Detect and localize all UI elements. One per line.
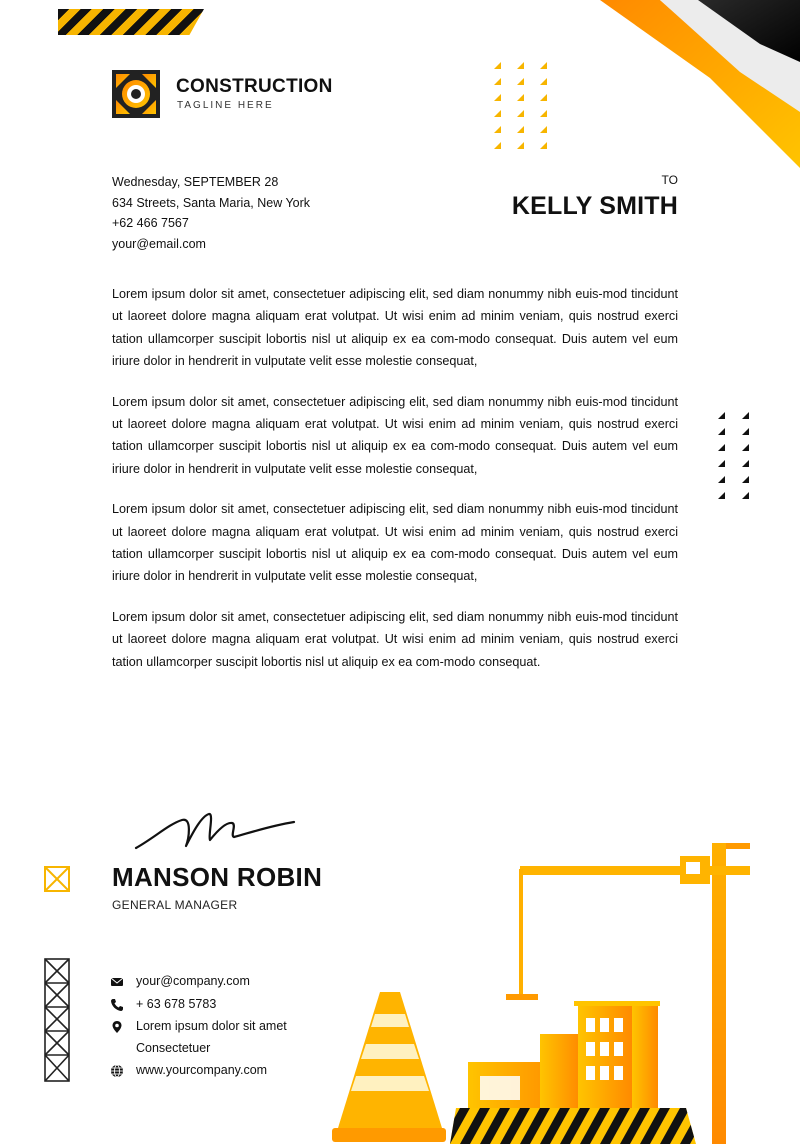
triangle-mark xyxy=(718,460,725,467)
triangle-mark xyxy=(494,94,501,101)
crossed-box-icon xyxy=(44,866,70,892)
triangle-mark xyxy=(517,62,524,69)
signatory-name: MANSON ROBIN xyxy=(112,862,323,892)
triangle-mark xyxy=(494,78,501,85)
triangle-mark xyxy=(540,62,547,69)
triangle-mark xyxy=(494,110,501,117)
brand-name: CONSTRUCTION xyxy=(176,76,333,97)
letter-body xyxy=(112,283,678,691)
body-paragraph: Lorem ipsum dolor sit amet, consectetuer adipiscing elit, sed diam nonummy nibh euis-mod tincidunt ut laoreet dolore magna aliquam erat volutpat. Ut wisi enim ad minim veniam, quis nostrud exerci tation ullamcorper suscipit lobortis nisl ut aliquip ex ea com-modo consequat. Duis autem vel eum iriure dolor in hendrerit in vulputate velit esse molestie consequat, xyxy=(112,394,678,476)
triangle-pattern-decoration xyxy=(492,60,552,150)
triangle-mark xyxy=(494,126,501,133)
handwritten-signature xyxy=(134,808,299,853)
triangle-mark xyxy=(517,142,524,149)
triangle-mark xyxy=(742,428,749,435)
hazard-barrier xyxy=(440,1108,730,1144)
triangle-mark xyxy=(718,492,725,499)
body-paragraph: Lorem ipsum dolor sit amet, consectetuer adipiscing elit, sed diam nonummy nibh euis-mod tincidunt ut laoreet dolore magna aliquam erat volutpat. Ut wisi enim ad minim veniam, quis nostrud exerci tation ullamcorper suscipit lobortis nisl ut aliquip ex ea com-modo consequat. Duis autem vel eum iriure dolor in hendrerit in vulputate velit esse molestie consequat, xyxy=(112,502,678,584)
triangle-mark xyxy=(742,492,749,499)
sender-email: your@email.com xyxy=(112,236,206,251)
triangle-mark xyxy=(742,444,749,451)
phone-icon xyxy=(110,998,124,1012)
location-pin-icon xyxy=(110,1020,124,1034)
hazard-stripe xyxy=(58,9,204,35)
triangle-mark xyxy=(742,460,749,467)
sender-info xyxy=(112,172,310,254)
traffic-cone-icon xyxy=(332,992,446,1142)
construction-illustration xyxy=(330,838,770,1144)
brand-logo-icon xyxy=(112,70,160,118)
globe-icon xyxy=(110,1064,124,1078)
body-paragraph: Lorem ipsum dolor sit amet, consectetuer adipiscing elit, sed diam nonummy nibh euis-mod tincidunt ut laoreet dolore magna aliquam erat volutpat. Ut wisi enim ad minim veniam, quis nostrud exerci tation ullamcorper suscipit lobortis nisl ut aliquip ex ea com-modo consequat. Duis autem vel eum iriure dolor in hendrerit in vulputate velit esse molestie consequat, xyxy=(112,287,678,369)
triangle-mark xyxy=(494,62,501,69)
contact-address-line2: Consectetuer xyxy=(136,1041,211,1055)
envelope-icon xyxy=(110,975,124,989)
triangle-pattern-decoration-right xyxy=(716,410,756,502)
triangle-mark xyxy=(540,142,547,149)
contact-website-text: www.yourcompany.com xyxy=(136,1063,268,1077)
signatory-title: GENERAL MANAGER xyxy=(112,898,238,912)
triangle-mark xyxy=(718,444,725,451)
recipient-name: KELLY SMITH xyxy=(511,192,678,220)
triangle-mark xyxy=(517,126,524,133)
triangle-mark xyxy=(517,110,524,117)
triangle-mark xyxy=(718,476,725,483)
to-label: TO xyxy=(661,173,678,187)
sender-address: 634 Streets, Santa Maria, New York xyxy=(112,195,311,210)
triangle-mark xyxy=(494,142,501,149)
triangle-mark xyxy=(540,110,547,117)
triangle-mark xyxy=(742,412,749,419)
triangle-mark xyxy=(742,476,749,483)
triangle-mark xyxy=(517,94,524,101)
triangle-mark xyxy=(718,412,725,419)
letter-date: Wednesday, SEPTEMBER 28 xyxy=(112,175,279,189)
contact-address-line1: Lorem ipsum dolor sit amet xyxy=(136,1019,287,1033)
triangle-mark xyxy=(540,126,547,133)
body-paragraph: Lorem ipsum dolor sit amet, consectetuer adipiscing elit, sed diam nonummy nibh euis-mod tincidunt ut laoreet dolore magna aliquam erat volutpat. Ut wisi enim ad minim veniam, quis nostrud exerci tation ullamcorper suscipit lobortis nisl ut aliquip ex ea com-modo consequat. xyxy=(112,609,678,669)
scaffold-decoration xyxy=(44,958,70,1082)
contact-email-text: your@company.com xyxy=(136,974,250,988)
triangle-mark xyxy=(517,78,524,85)
corner-stripes-decoration xyxy=(590,0,800,170)
triangle-mark xyxy=(718,428,725,435)
triangle-mark xyxy=(540,78,547,85)
contact-phone-text: + 63 678 5783 xyxy=(136,997,217,1011)
sender-phone: +62 466 7567 xyxy=(112,216,189,230)
triangle-mark xyxy=(540,94,547,101)
brand-tagline: TAGLINE HERE xyxy=(177,100,274,111)
